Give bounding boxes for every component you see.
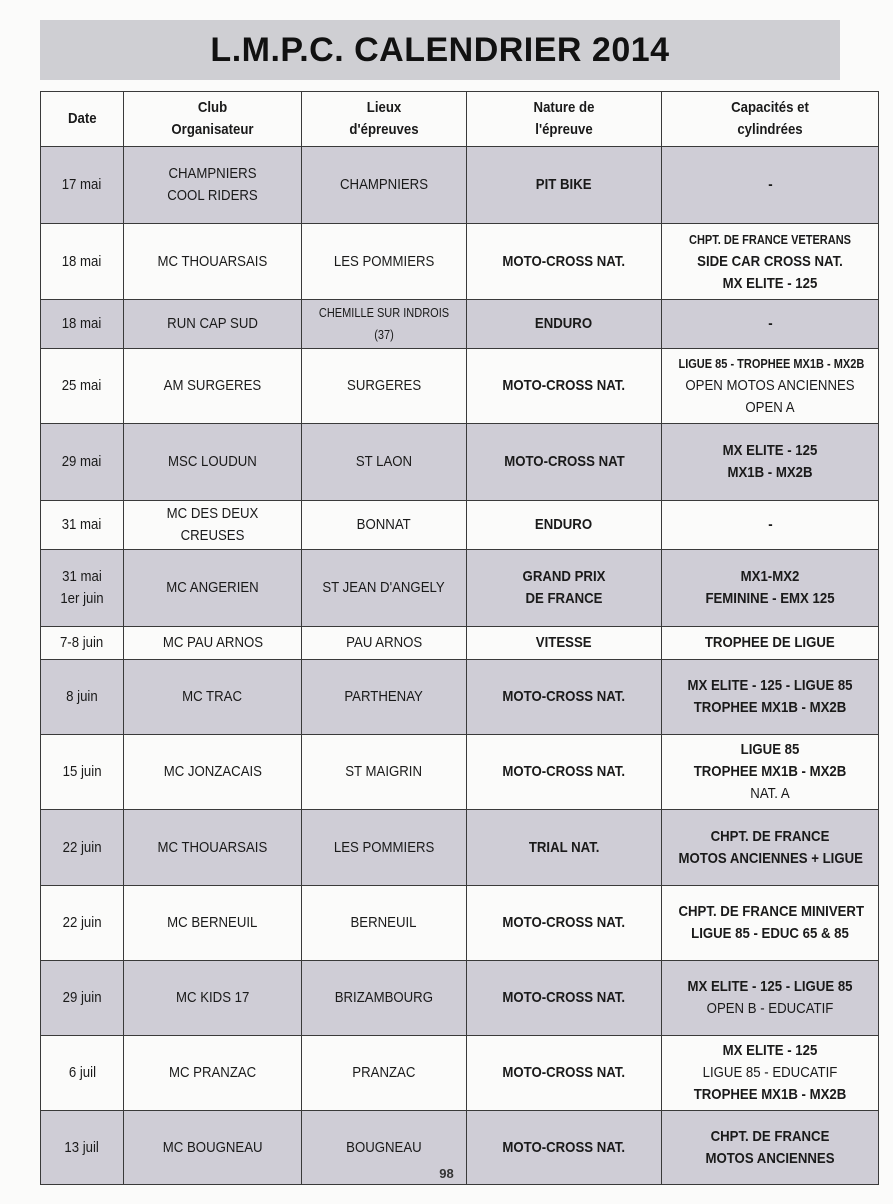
table-row: [41, 501, 879, 550]
table-row: [41, 886, 879, 961]
nature-cell: VITESSE: [467, 627, 662, 660]
capacites-cell: CHPT. DE FRANCE MOTOS ANCIENNES + LIGUE: [662, 810, 879, 886]
date-cell: 18 mai: [41, 224, 124, 300]
nature-cell: MOTO-CROSS NAT.: [467, 1111, 662, 1185]
date-cell: 31 mai: [41, 501, 124, 550]
lieu-cell: LES POMMIERS: [302, 224, 467, 300]
date-cell: 29 juin: [41, 961, 124, 1036]
nature-cell: ENDURO: [467, 300, 662, 349]
lieu-cell: PRANZAC: [302, 1036, 467, 1111]
title-banner: [40, 20, 840, 80]
club-cell: MC KIDS 17: [124, 961, 302, 1036]
lieu-cell: BOUGNEAU: [302, 1111, 467, 1185]
table-row: [41, 735, 879, 810]
lieu-cell: CHAMPNIERS: [302, 147, 467, 224]
lieu-cell: ST MAIGRIN: [302, 735, 467, 810]
lieu-cell: BONNAT: [302, 501, 467, 550]
club-cell: MC BOUGNEAU: [124, 1111, 302, 1185]
header-date: Date: [41, 92, 124, 147]
capacites-cell: CHPT. DE FRANCE MOTOS ANCIENNES: [662, 1111, 879, 1185]
table-row: [41, 627, 879, 660]
nature-cell: MOTO-CROSS NAT.: [467, 1036, 662, 1111]
lieu-cell: BERNEUIL: [302, 886, 467, 961]
nature-cell: GRAND PRIX DE FRANCE: [467, 550, 662, 627]
date-cell: 15 juin: [41, 735, 124, 810]
lieu-cell: SURGERES: [302, 349, 467, 424]
capacites-cell: TROPHEE DE LIGUE: [662, 627, 879, 660]
date-cell: 8 juin: [41, 660, 124, 735]
date-cell: 31 mai 1er juin: [41, 550, 124, 627]
date-cell: 17 mai: [41, 147, 124, 224]
date-cell: 7-8 juin: [41, 627, 124, 660]
header-capacites: Capacités et cylindrées: [662, 92, 879, 147]
table-row: [41, 300, 879, 349]
club-cell: MC THOUARSAIS: [124, 224, 302, 300]
table-row: [41, 424, 879, 501]
club-cell: MC BERNEUIL: [124, 886, 302, 961]
table-row: [41, 1036, 879, 1111]
nature-cell: MOTO-CROSS NAT.: [467, 735, 662, 810]
header-row: [41, 92, 879, 147]
date-cell: 25 mai: [41, 349, 124, 424]
lieu-cell: ST LAON: [302, 424, 467, 501]
capacites-cell: MX ELITE - 125 - LIGUE 85 TROPHEE MX1B - MX2B: [662, 660, 879, 735]
lieu-cell: ST JEAN D'ANGELY: [302, 550, 467, 627]
lieu-cell: LES POMMIERS: [302, 810, 467, 886]
nature-cell: MOTO-CROSS NAT.: [467, 349, 662, 424]
lieu-cell: PAU ARNOS: [302, 627, 467, 660]
nature-cell: MOTO-CROSS NAT.: [467, 660, 662, 735]
lieu-cell: CHEMILLE SUR INDROIS (37): [302, 300, 467, 349]
nature-cell: MOTO-CROSS NAT.: [467, 224, 662, 300]
club-cell: AM SURGERES: [124, 349, 302, 424]
header-lieux: Lieux d'épreuves: [302, 92, 467, 147]
capacites-cell: -: [662, 300, 879, 349]
table-row: [41, 349, 879, 424]
date-cell: 22 juin: [41, 810, 124, 886]
capacites-cell: -: [662, 501, 879, 550]
club-cell: MC DES DEUX CREUSES: [124, 501, 302, 550]
lieu-cell: PARTHENAY: [302, 660, 467, 735]
capacites-cell: LIGUE 85 TROPHEE MX1B - MX2B NAT. A: [662, 735, 879, 810]
nature-cell: MOTO-CROSS NAT.: [467, 961, 662, 1036]
club-cell: RUN CAP SUD: [124, 300, 302, 349]
capacites-cell: MX1-MX2 FEMININE - EMX 125: [662, 550, 879, 627]
capacites-cell: MX ELITE - 125 - LIGUE 85 OPEN B - EDUCATIF: [662, 961, 879, 1036]
capacites-cell: MX ELITE - 125 LIGUE 85 - EDUCATIF TROPHEE MX1B - MX2B: [662, 1036, 879, 1111]
table-row: [41, 660, 879, 735]
nature-cell: MOTO-CROSS NAT.: [467, 886, 662, 961]
date-cell: 29 mai: [41, 424, 124, 501]
club-cell: MC THOUARSAIS: [124, 810, 302, 886]
club-cell: MSC LOUDUN: [124, 424, 302, 501]
club-cell: MC JONZACAIS: [124, 735, 302, 810]
nature-cell: MOTO-CROSS NAT: [467, 424, 662, 501]
capacites-cell: LIGUE 85 - TROPHEE MX1B - MX2B OPEN MOTOS ANCIENNES OPEN A: [662, 349, 879, 424]
capacites-cell: CHPT. DE FRANCE VETERANS SIDE CAR CROSS NAT. MX ELITE - 125: [662, 224, 879, 300]
table-row: [41, 224, 879, 300]
page-title: L.M.P.C. CALENDRIER 2014: [210, 30, 670, 69]
capacites-cell: CHPT. DE FRANCE MINIVERT LIGUE 85 - EDUC 65 & 85: [662, 886, 879, 961]
nature-cell: ENDURO: [467, 501, 662, 550]
nature-cell: TRIAL NAT.: [467, 810, 662, 886]
header-club: Club Organisateur: [124, 92, 302, 147]
date-cell: 6 juil: [41, 1036, 124, 1111]
club-cell: MC ANGERIEN: [124, 550, 302, 627]
club-cell: MC TRAC: [124, 660, 302, 735]
nature-cell: PIT BIKE: [467, 147, 662, 224]
date-cell: 22 juin: [41, 886, 124, 961]
table-row: [41, 550, 879, 627]
capacites-cell: -: [662, 147, 879, 224]
header-nature: Nature de l'épreuve: [467, 92, 662, 147]
date-cell: 18 mai: [41, 300, 124, 349]
capacites-cell: MX ELITE - 125 MX1B - MX2B: [662, 424, 879, 501]
table-row: [41, 810, 879, 886]
club-cell: CHAMPNIERS COOL RIDERS: [124, 147, 302, 224]
club-cell: MC PRANZAC: [124, 1036, 302, 1111]
calendar-table: [40, 91, 879, 1185]
page-number: 98: [439, 1166, 454, 1181]
table-row: [41, 961, 879, 1036]
table-row: [41, 147, 879, 224]
date-cell: 13 juil: [41, 1111, 124, 1185]
lieu-cell: BRIZAMBOURG: [302, 961, 467, 1036]
club-cell: MC PAU ARNOS: [124, 627, 302, 660]
